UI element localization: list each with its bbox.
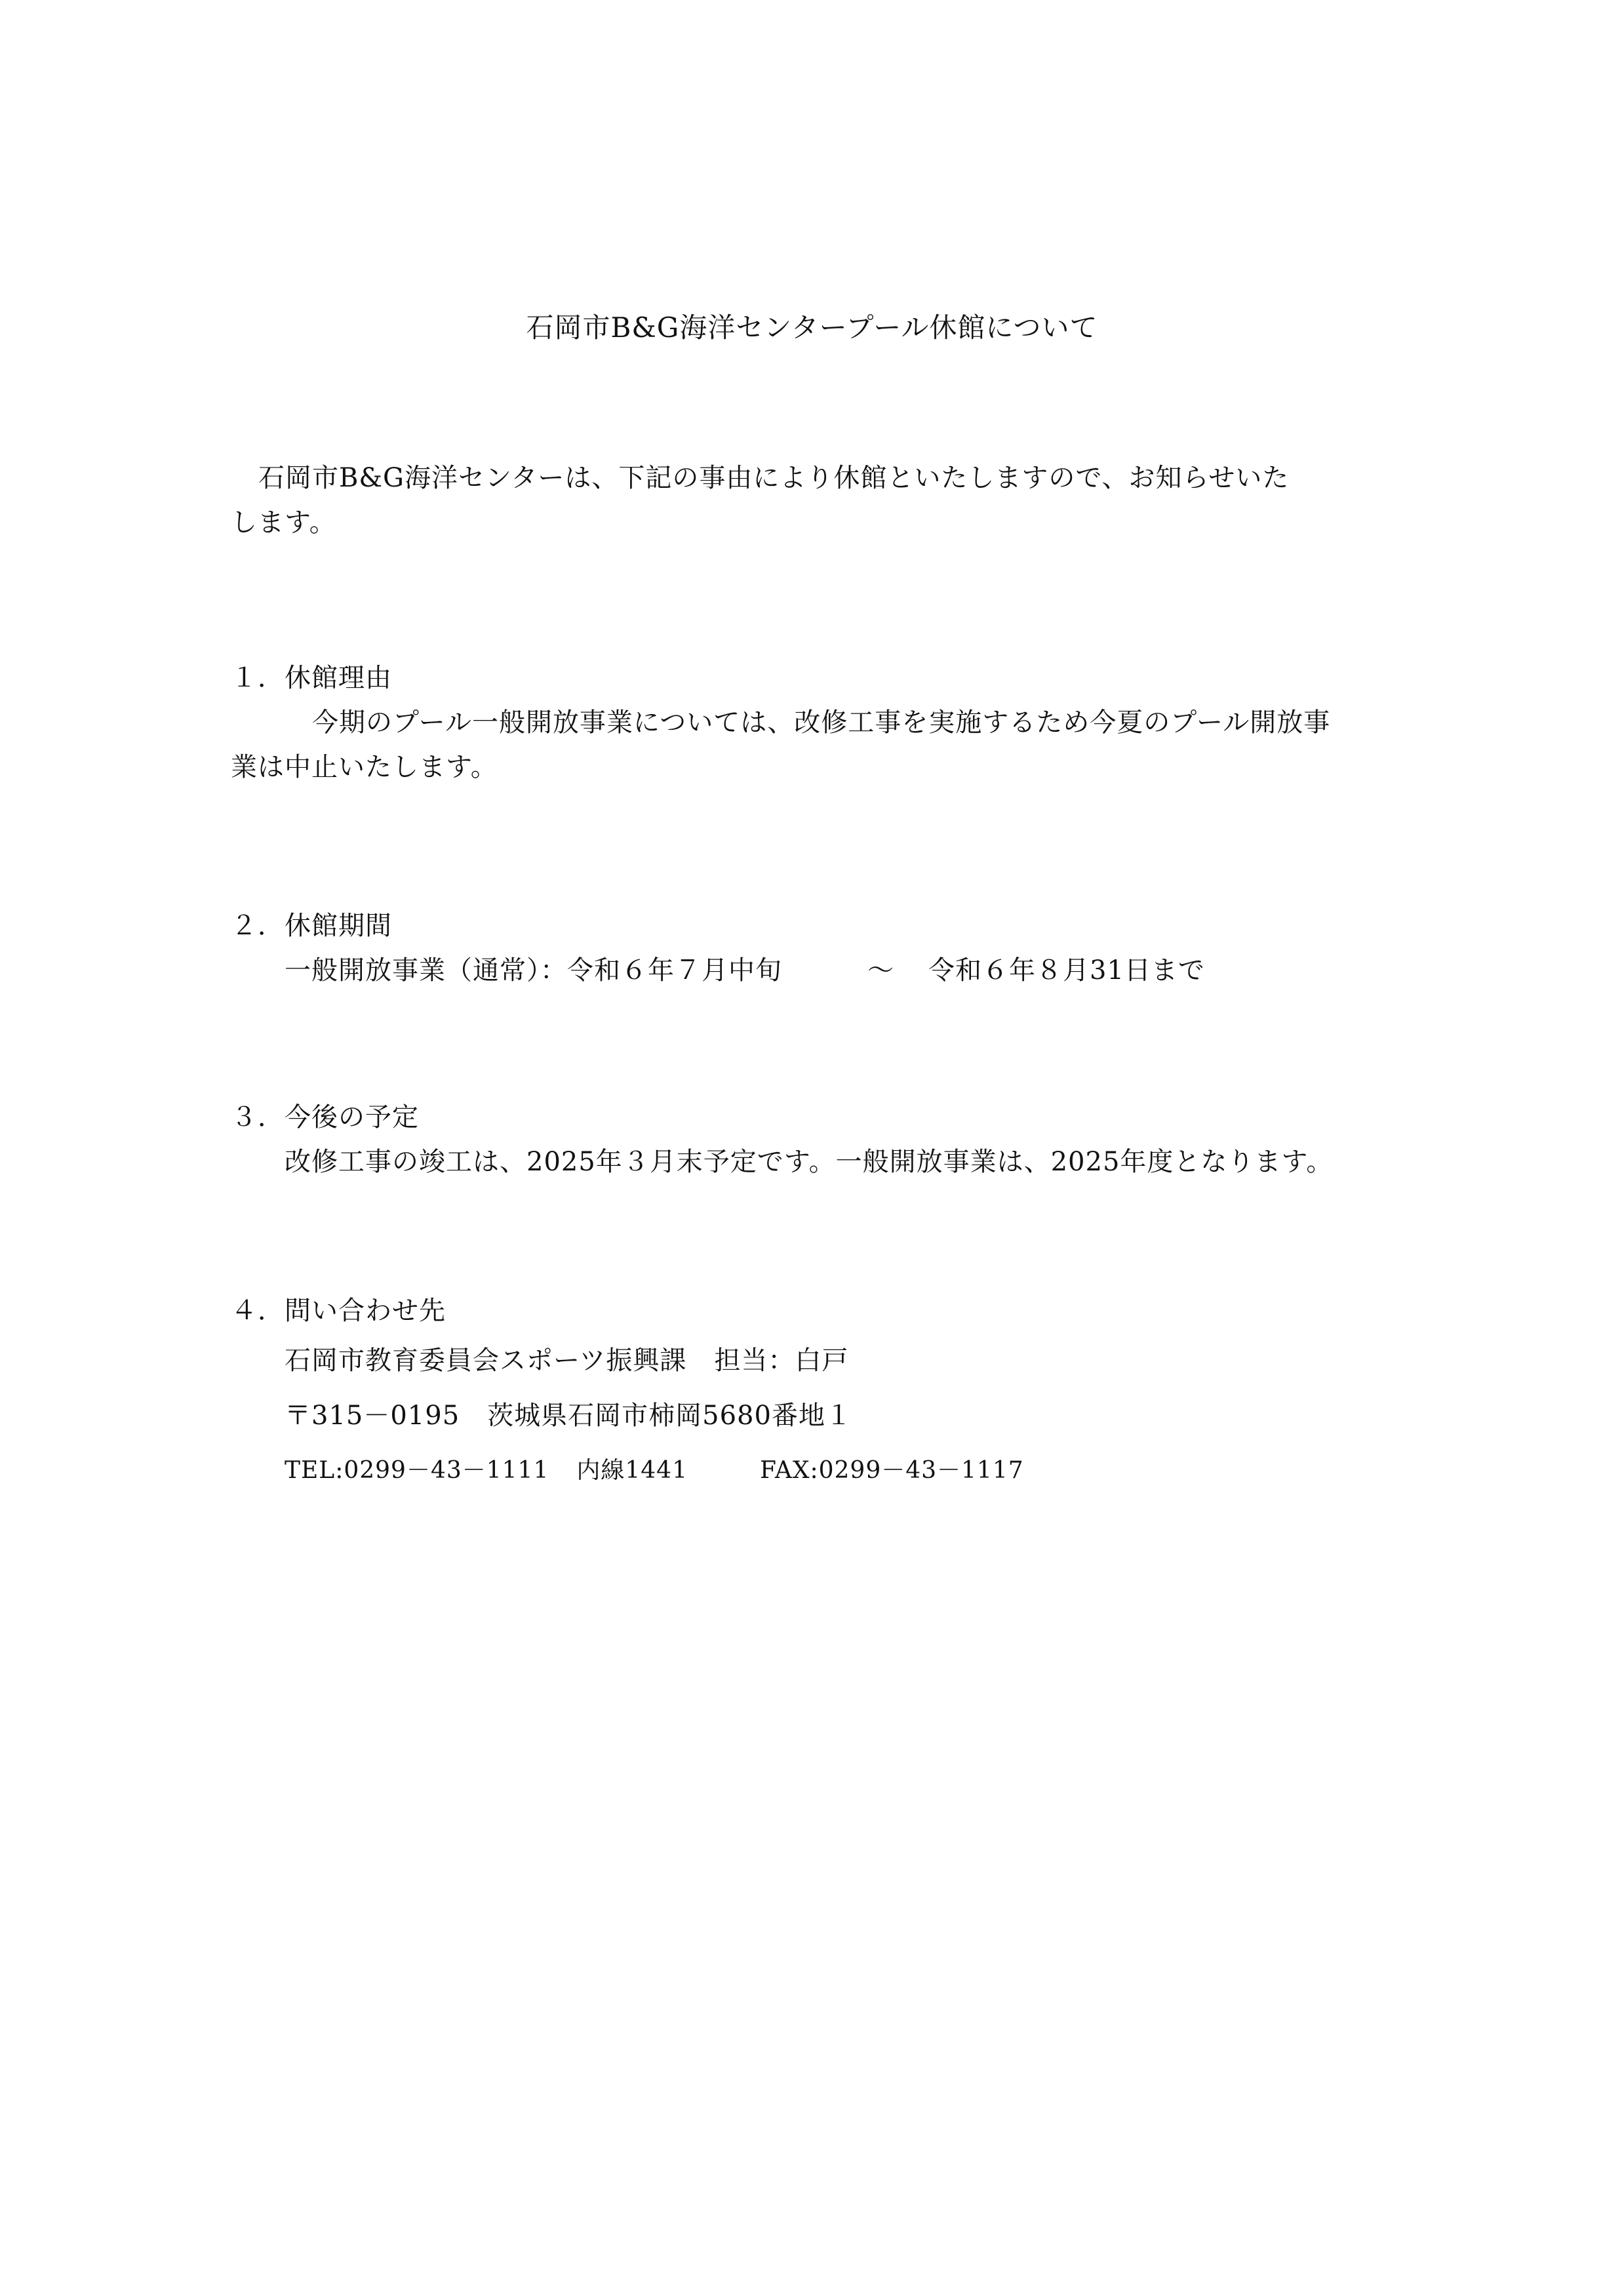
intro-line-1: 石岡市B&G海洋センターは、下記の事由により休館といたしますので、お知らせいた [258, 463, 1290, 493]
section-heading [231, 1288, 1411, 1333]
document-title: 石岡市B&G海洋センタープール休館について [526, 311, 1098, 344]
period-line [231, 948, 1411, 993]
contact-address-line [231, 1388, 1411, 1443]
contact-department: 石岡市教育委員会スポーツ振興課 [285, 1346, 687, 1376]
section-heading [231, 904, 1411, 948]
section-closure-reason [231, 656, 1411, 789]
section-contact [231, 1288, 1411, 1498]
section-title: 休館理由 [285, 663, 392, 693]
phone-number: TEL:0299－43－1111 [285, 1457, 549, 1484]
section-number: ４． [231, 1296, 285, 1326]
phone-extension: 内線1441 [576, 1457, 688, 1484]
contact-person: 担当：白戸 [714, 1346, 849, 1376]
section-heading [231, 656, 1411, 700]
section-title: 今後の予定 [285, 1102, 419, 1132]
section-number: ２． [231, 911, 285, 941]
plan-line: 改修工事の竣工は、2025年３月末予定です。一般開放事業は、2025年度となります。 [285, 1147, 1334, 1177]
reason-line-1: 今期のプール一般開放事業については、改修工事を実施するため今夏のプール開放事 [312, 708, 1331, 738]
section-title: 問い合わせ先 [285, 1296, 446, 1326]
fax-number: FAX:0299－43－1117 [760, 1457, 1024, 1484]
section-future-plan [231, 1095, 1411, 1184]
street-address: 茨城県石岡市柿岡5680番地１ [487, 1401, 852, 1431]
reason-line-2: 業は中止いたします。 [231, 752, 498, 782]
section-heading [231, 1095, 1411, 1140]
period-end: 令和６年８月31日まで [928, 955, 1205, 986]
section-number: ３． [231, 1102, 285, 1132]
section-title: 休館期間 [285, 911, 392, 941]
contact-phone-line [231, 1443, 1411, 1498]
period-start: 一般開放事業（通常）：令和６年７月中旬 [285, 955, 782, 986]
contact-dept-line [231, 1333, 1411, 1388]
section-number: １． [231, 663, 285, 693]
intro-paragraph [231, 456, 1398, 545]
postal-code: 〒315－0195 [285, 1401, 460, 1431]
intro-line-2: します。 [231, 508, 336, 538]
period-separator: ～ [867, 955, 894, 986]
section-closure-period [231, 904, 1411, 993]
